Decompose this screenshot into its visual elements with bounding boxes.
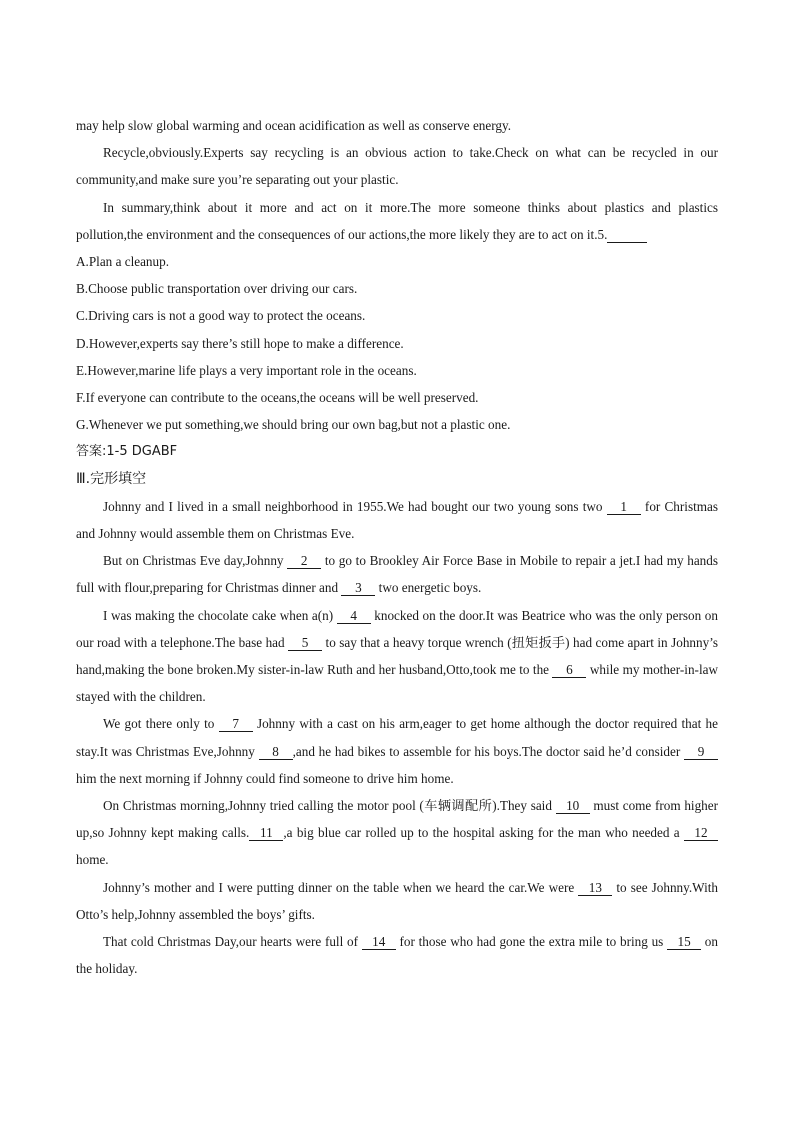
passage-paragraph: Recycle,obviously.Experts say recycling is an obvious action to take.Check on what can be recycled in our community,and make sure you’re separating out your plastic.	[76, 145, 718, 188]
cloze-blank-5: 5	[288, 636, 322, 651]
cloze-blank-3: 3	[341, 581, 375, 596]
answer-key: 答案:1-5 DGABF	[76, 444, 178, 460]
cloze-paragraph-1	[76, 493, 718, 547]
cloze-text: But on Christmas Eve day,Johnny	[103, 553, 288, 569]
cloze-text: for Christmas and Johnny would assemble them on Christmas Eve.	[76, 498, 718, 542]
cloze-text: while my mother-in-law stayed with the children.	[76, 662, 718, 705]
passage-line: may help slow global warming and ocean acidification as well as conserve energy.	[76, 118, 512, 133]
cloze-text: On Christmas morning,Johnny tried calling the motor pool (车辆调配所).They said	[103, 798, 556, 814]
cloze-text: for those who had gone the extra mile to bring us	[395, 934, 668, 950]
cloze-paragraph-5	[76, 792, 718, 874]
cloze-blank-13: 13	[578, 881, 612, 896]
cloze-paragraph-2	[76, 547, 718, 601]
cloze-text: Johnny with a cast on his arm,eager to get home although the doctor required that he stay.It was Christmas Eve,Johnny	[76, 716, 718, 759]
cloze-paragraph-6	[76, 874, 718, 928]
option-a: A.Plan a cleanup.	[76, 254, 170, 270]
cloze-text: I was making the chocolate cake when a(n)	[103, 607, 337, 623]
option-g: G.Whenever we put something,we should bring our own bag,but not a plastic one.	[76, 417, 511, 433]
cloze-text: to say that a heavy torque wrench (扭矩扳手) had come apart in Johnny’s hand,making the bone broken.My sister-in-law Ruth and her husband,Otto,took me to the	[76, 634, 718, 678]
cloze-text: must come from higher up,so Johnny kept making calls.	[76, 798, 719, 841]
cloze-text: Johnny and I lived in a small neighborhood in 1955.We had bought our two young sons two	[103, 498, 607, 514]
document-page	[76, 112, 718, 983]
cloze-blank-9: 9	[684, 745, 718, 760]
cloze-text: to go to Brookley Air Force Base in Mobile to repair a jet.I had my hands full with flour,preparing for Christmas dinner and	[76, 553, 718, 596]
cloze-text: on the holiday.	[76, 934, 718, 977]
cloze-blank-4: 4	[337, 609, 371, 624]
option-b: B.Choose public transportation over driving our cars.	[76, 281, 358, 297]
cloze-blank-10: 10	[556, 799, 590, 814]
cloze-blank-11: 11	[249, 826, 283, 841]
cloze-text: knocked on the door.It was Beatrice who was the only person on our road with a telephone.The base had	[76, 607, 718, 650]
cloze-paragraph-3	[76, 602, 718, 711]
cloze-blank-6: 6	[552, 663, 586, 678]
cloze-text: two energetic boys.	[375, 580, 482, 596]
cloze-blank-7: 7	[219, 717, 253, 732]
passage-paragraph-q5	[76, 194, 718, 248]
cloze-text: That cold Christmas Day,our hearts were full of	[103, 934, 362, 950]
passage-text: In summary,think about it more and act on it more.The more someone thinks about plastics and plastics pollution,the environment and the consequences of our actions,the more likely they are to act on it.5.	[76, 199, 718, 242]
answer-blank-5	[607, 228, 647, 243]
cloze-text: ,a big blue car rolled up to the hospital asking for the man who needed a	[283, 825, 684, 841]
option-f: F.If everyone can contribute to the oceans,the oceans will be well preserved.	[76, 390, 479, 406]
cloze-text: home.	[76, 852, 109, 868]
cloze-blank-8: 8	[259, 745, 293, 760]
cloze-blank-2: 2	[287, 554, 321, 569]
cloze-text: Johnny’s mother and I were putting dinner on the table when we heard the car.We were	[103, 879, 579, 895]
cloze-paragraph-7	[76, 928, 718, 982]
option-e: E.However,marine life plays a very important role in the oceans.	[76, 362, 417, 378]
cloze-text: him the next morning if Johnny could find someone to drive him home.	[76, 770, 454, 786]
cloze-blank-12: 12	[684, 826, 718, 841]
section-heading: Ⅲ.完形填空	[76, 470, 147, 487]
cloze-text: We got there only to	[103, 716, 219, 732]
cloze-text: to see Johnny.With Otto’s help,Johnny assembled the boys’ gifts.	[76, 879, 719, 922]
cloze-blank-14: 14	[362, 935, 396, 950]
cloze-blank-1: 1	[607, 500, 641, 515]
option-d: D.However,experts say there’s still hope to make a difference.	[76, 335, 404, 351]
cloze-paragraph-4	[76, 710, 718, 792]
option-c: C.Driving cars is not a good way to protect the oceans.	[76, 308, 366, 324]
cloze-text: ,and he had bikes to assemble for his boys.The doctor said he’d consider	[292, 743, 684, 759]
cloze-blank-15: 15	[667, 935, 701, 950]
